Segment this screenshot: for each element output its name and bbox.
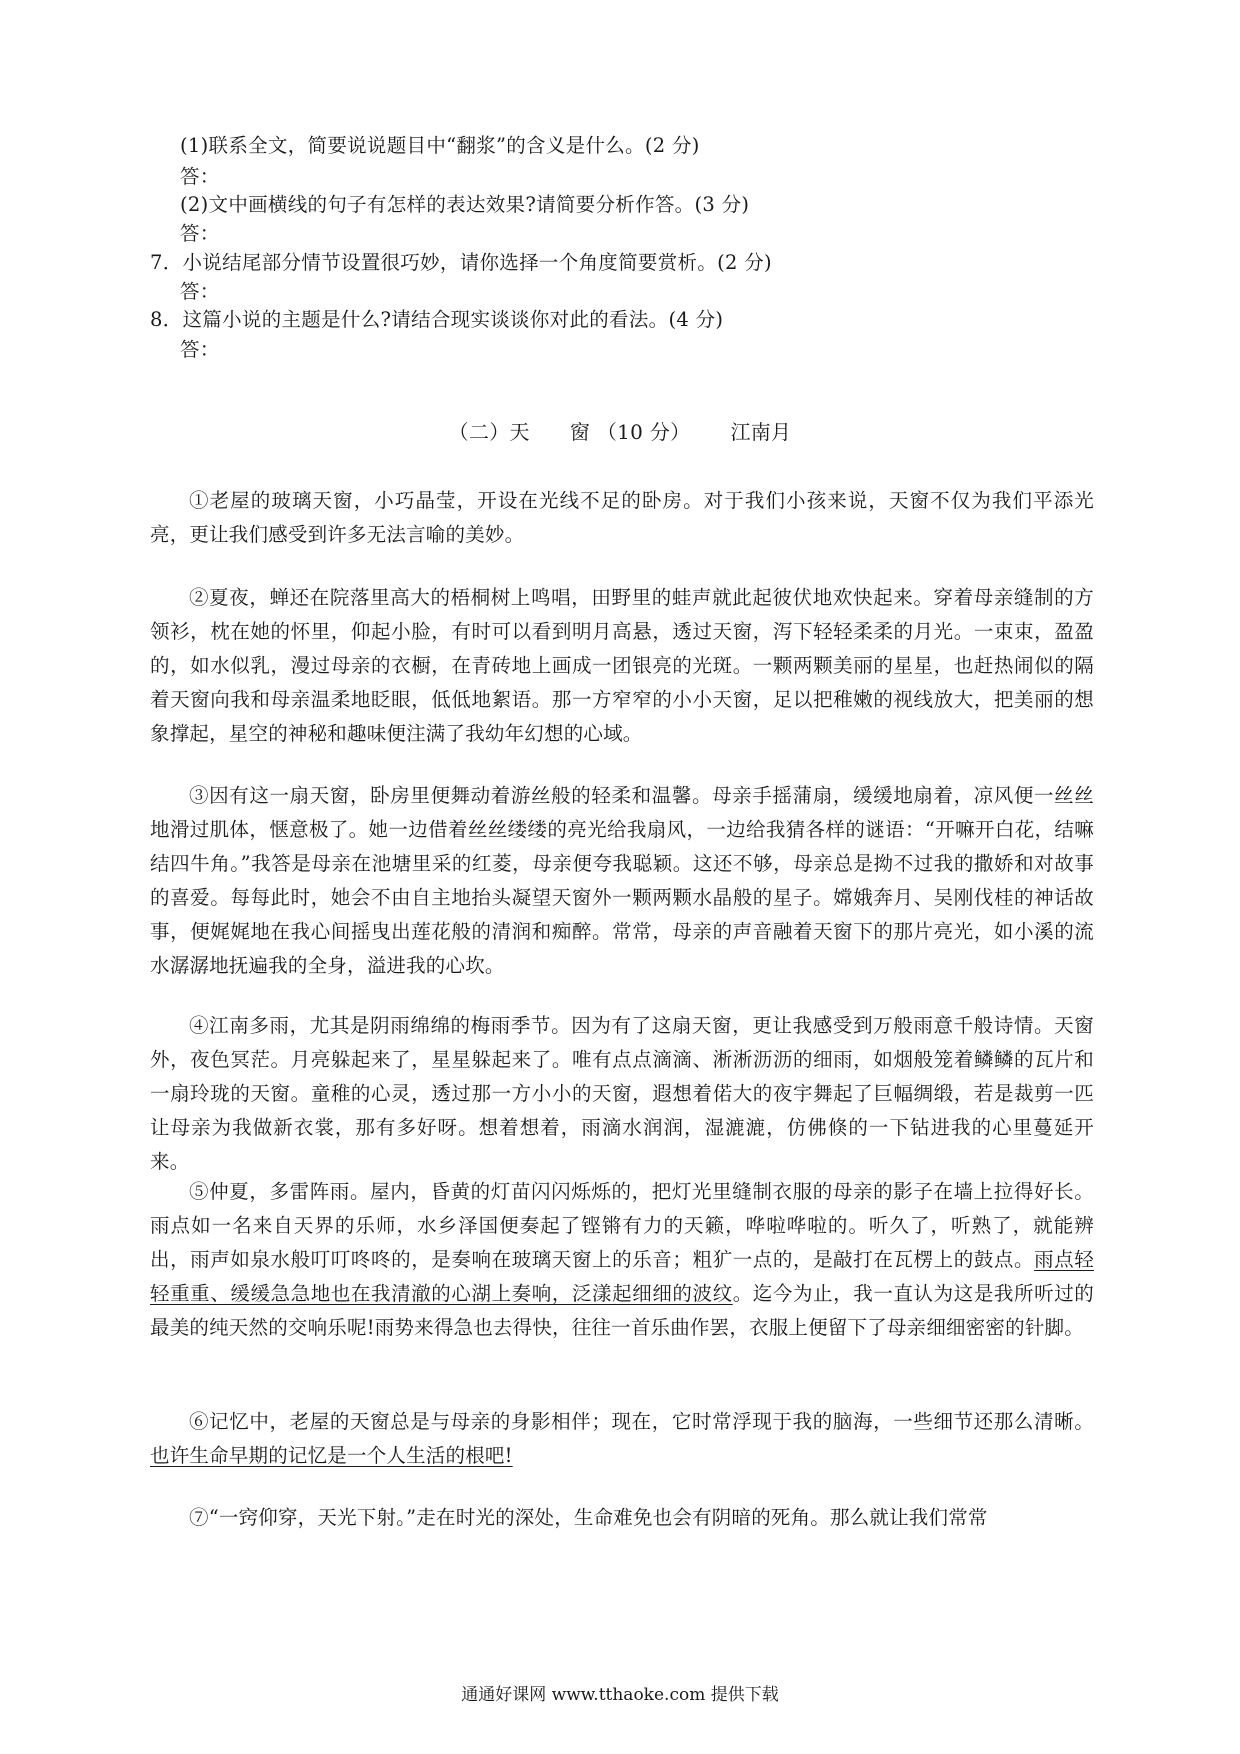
answer-label: 答： <box>180 338 220 361</box>
paragraph-1: ①老屋的玻璃天窗，小巧晶莹，开设在光线不足的卧房。对于我们小孩来说，天窗不仅为我们平添光亮，更让我们感受到许多无法言喻的美妙。 <box>150 489 1094 546</box>
paragraph-5 <box>150 1175 1094 1345</box>
paragraph-7: ⑦“一窍仰穿，天光下射。”走在时光的深处，生命难免也会有阴暗的死角。那么就让我们常常 <box>189 1506 988 1529</box>
question-7: 7．小说结尾部分情节设置很巧妙，请你选择一个角度简要赏析。(2 分) <box>150 251 772 274</box>
section-title-part1: （二）天 <box>448 420 530 444</box>
paragraph-5-text-end: 。迄今为止，我一直认为这是我所听过的最美的纯天然的交响乐呢!雨势来得急也去得快，往往一首乐曲作罢，衣服上便留下了母亲细细密密的针脚。 <box>150 1282 1094 1339</box>
question-6-1: (1)联系全文，简要说说题目中“翻浆”的含义是什么。(2 分) <box>180 134 700 157</box>
paragraph-5-text: ⑤仲夏，多雷阵雨。屋内，昏黄的灯苗闪闪烁烁的，把灯光里缝制衣服的母亲的影子在墙上拉得好长。雨点如一名来自天界的乐师，水乡泽国便奏起了铿锵有力的天籁，哗啦哗啦的。听久了，听熟了，就能辨出，雨声如泉水般叮叮咚咚的，是奏响在玻璃天窗上的乐音；粗犷一点的，是敲打在瓦楞上的鼓点。 <box>150 1180 1094 1271</box>
section-title <box>0 418 1240 446</box>
section-author: 江南月 <box>730 420 792 444</box>
paragraph-3: ③因有这一扇天窗，卧房里便舞动着游丝般的轻柔和温馨。母亲手摇蒲扇，缓缓地扇着，凉风便一丝丝地滑过肌体，惬意极了。她一边借着丝丝缕缕的亮光给我扇风，一边给我猜各样的谜语：“开嘛开白花，结嘛结四牛角。”我答是母亲在池塘里采的红菱，母亲便夸我聪颖。这还不够，母亲总是拗不过我的撒娇和对故事的喜爱。每每此时，她会不由自主地抬头凝望天窗外一颗两颗水晶般的星子。嫦娥奔月、吴刚伐桂的神话故事，便娓娓地在我心间摇曳出莲花般的清润和痴醉。常常，母亲的声音融着天窗下的那片亮光，如小溪的流水潺潺地抚遍我的全身，溢进我的心坎。 <box>150 784 1094 977</box>
paragraph-6 <box>150 1405 1094 1473</box>
paragraph-4: ④江南多雨，尤其是阴雨绵绵的梅雨季节。因为有了这扇天窗，更让我感受到万般雨意千般诗情。天窗外，夜色冥茫。月亮躲起来了，星星躲起来了。唯有点点滴滴、淅淅沥沥的细雨，如烟般笼着鳞鳞的瓦片和一扇玲珑的天窗。童稚的心灵，透过那一方小小的天窗，遐想着偌大的夜宇舞起了巨幅绸缎，若是裁剪一匹让母亲为我做新衣裳，那有多好呀。想着想着，雨滴水润润，湿漉漉，仿佛倏的一下钻进我的心里蔓延开来。 <box>150 1014 1094 1173</box>
underlined-sentence: 也许生命早期的记忆是一个人生活的根吧! <box>150 1444 513 1467</box>
answer-label: 答： <box>180 222 220 245</box>
footer-source: 通通好课网 www.tthaoke.com 提供下载 <box>461 1685 779 1705</box>
paragraph-2: ②夏夜，蝉还在院落里高大的梧桐树上鸣唱，田野里的蛙声就此起彼伏地欢快起来。穿着母亲缝制的方领衫，枕在她的怀里，仰起小脸，有时可以看到明月高悬，透过天窗，泻下轻轻柔柔的月光。一束束，盈盈的，如水似乳，漫过母亲的衣橱，在青砖地上画成一团银亮的光斑。一颗两颗美丽的星星，也赶热闹似的隔着天窗向我和母亲温柔地眨眼，低低地絮语。那一方窄窄的小小天窗，足以把稚嫩的视线放大，把美丽的想象撑起，星空的神秘和趣味便注满了我幼年幻想的心域。 <box>150 586 1094 745</box>
question-6-2: (2)文中画横线的句子有怎样的表达效果?请简要分析作答。(3 分) <box>180 193 750 216</box>
section-title-part2: 窗 （10 分） <box>569 420 691 444</box>
answer-label: 答： <box>180 165 220 188</box>
underlined-sentence: 雨点轻轻重重、缓缓急急地也在我清澈的心湖上奏响，泛漾起细细的波纹 <box>150 1248 1094 1305</box>
paragraph-6-text: ⑥记忆中，老屋的天窗总是与母亲的身影相伴；现在，它时常浮现于我的脑海，一些细节还那么清晰。 <box>189 1410 1094 1433</box>
answer-label: 答： <box>180 280 220 303</box>
question-8: 8．这篇小说的主题是什么?请结合现实谈谈你对此的看法。(4 分) <box>150 308 724 331</box>
